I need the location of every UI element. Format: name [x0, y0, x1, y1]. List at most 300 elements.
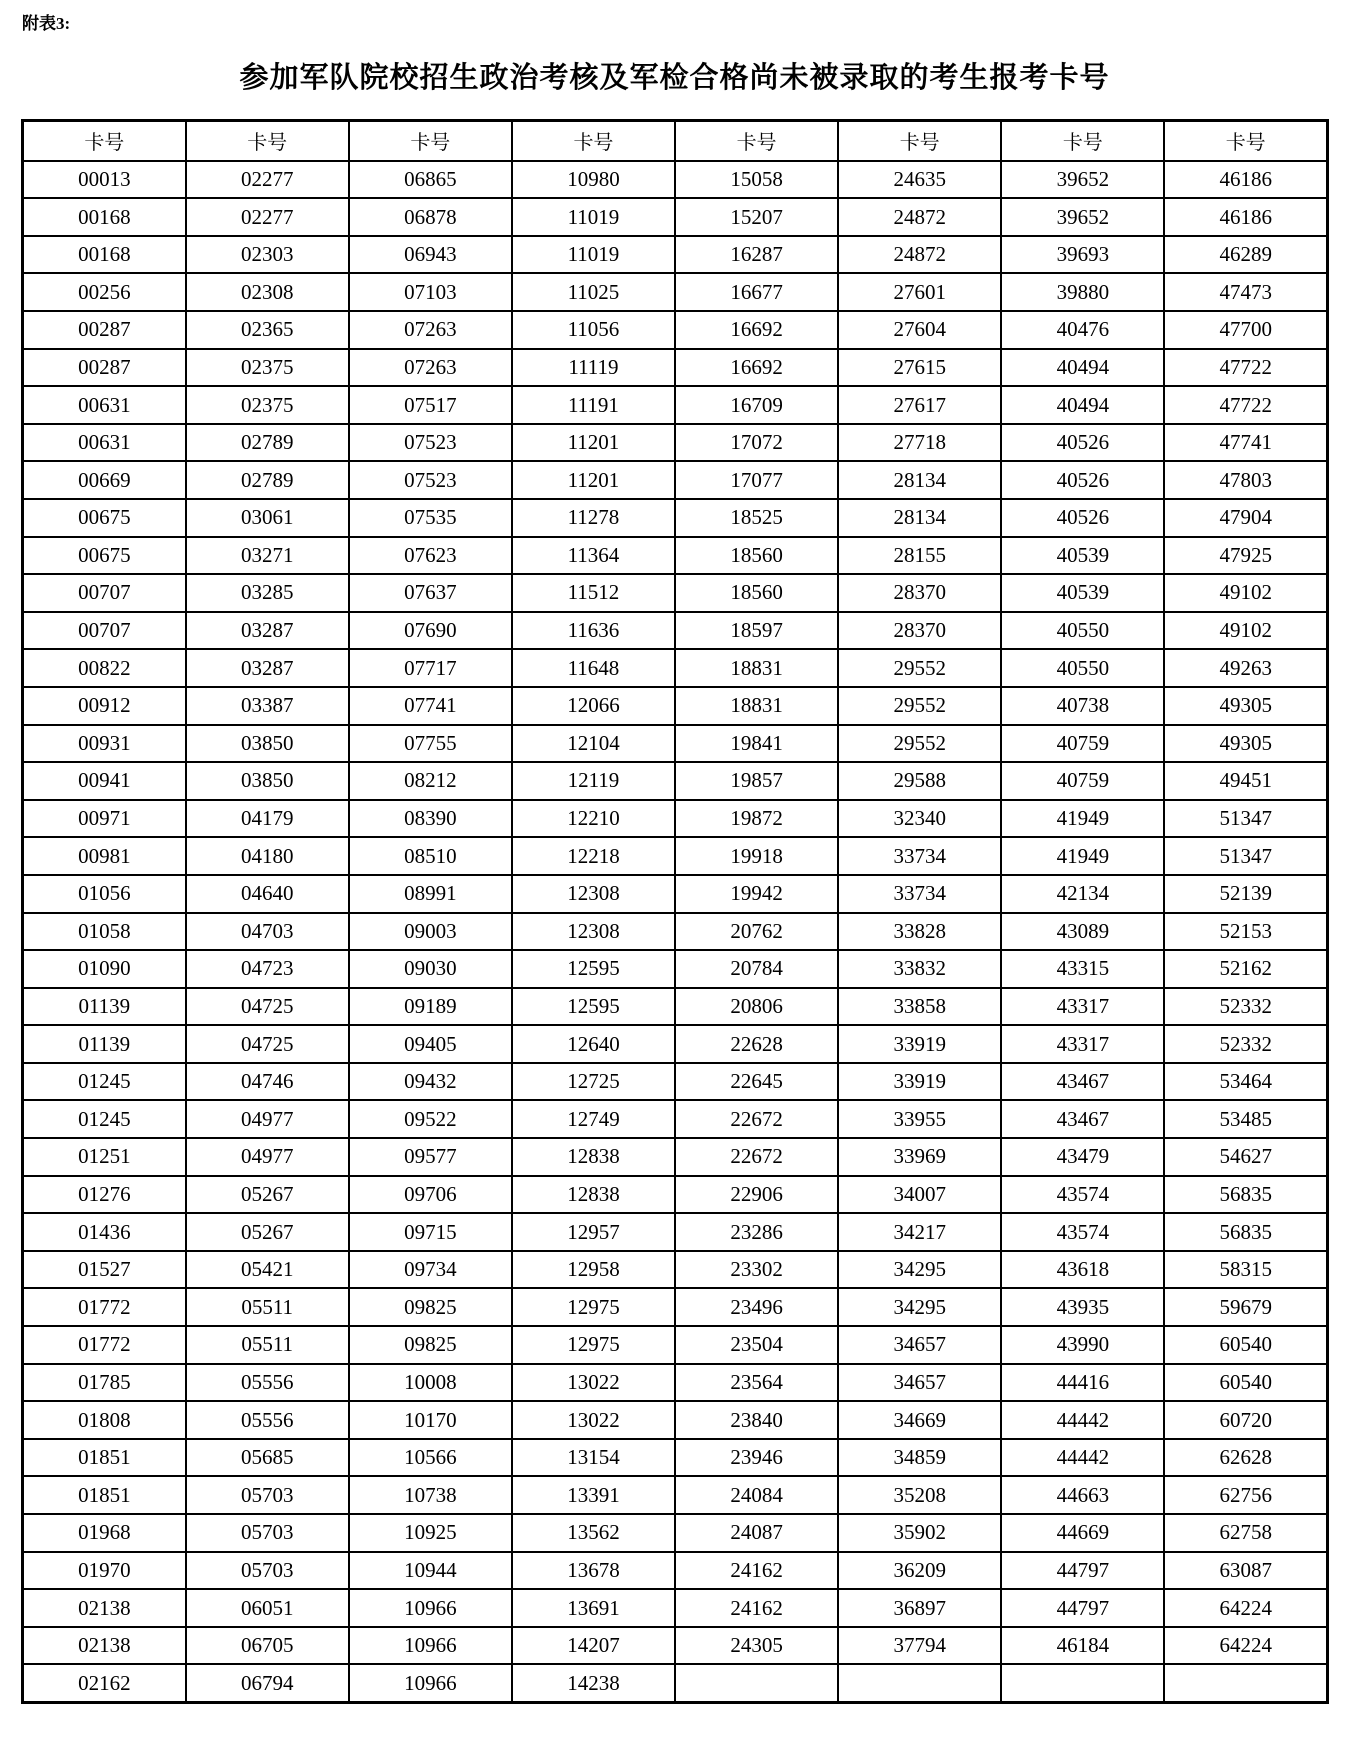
card-number-cell: 02789: [186, 424, 349, 462]
card-number-cell: 07103: [349, 273, 512, 311]
card-number-cell: 33734: [838, 875, 1001, 913]
card-number-cell: 04180: [186, 837, 349, 875]
card-number-cell: 05511: [186, 1288, 349, 1326]
card-number-cell: 33734: [838, 837, 1001, 875]
card-number-cell: 28370: [838, 612, 1001, 650]
card-number-cell: 28134: [838, 499, 1001, 537]
card-number-cell: 01056: [23, 875, 186, 913]
card-number-cell: 23496: [675, 1288, 838, 1326]
card-number-cell: 44797: [1001, 1552, 1164, 1590]
card-number-cell: 11119: [512, 349, 675, 387]
card-number-cell: 46186: [1164, 198, 1327, 236]
table-row: [23, 687, 1328, 725]
card-number-cell: 49102: [1164, 612, 1327, 650]
card-number-cell: 04746: [186, 1063, 349, 1101]
card-number-cell: 47925: [1164, 537, 1327, 575]
card-number-cell: 44442: [1001, 1401, 1164, 1439]
table-row: [23, 161, 1328, 199]
card-number-cell: 39652: [1001, 161, 1164, 199]
card-number-cell: 23946: [675, 1439, 838, 1477]
card-number-cell: 10966: [349, 1627, 512, 1665]
card-number-cell: 09003: [349, 913, 512, 951]
table-row: [23, 1514, 1328, 1552]
card-number-cell: 10925: [349, 1514, 512, 1552]
card-number-cell: 04723: [186, 950, 349, 988]
table-row: [23, 988, 1328, 1026]
table-row: [23, 424, 1328, 462]
card-number-cell: [838, 1664, 1001, 1702]
card-number-cell: 13022: [512, 1401, 675, 1439]
column-header: 卡号: [675, 120, 838, 161]
card-number-cell: 04977: [186, 1100, 349, 1138]
card-number-cell: 05703: [186, 1514, 349, 1552]
card-number-cell: 08390: [349, 800, 512, 838]
card-number-cell: 06051: [186, 1589, 349, 1627]
card-number-cell: 01970: [23, 1552, 186, 1590]
card-number-cell: 13678: [512, 1552, 675, 1590]
table-row: [23, 236, 1328, 274]
card-number-cell: [675, 1664, 838, 1702]
table-row: [23, 1138, 1328, 1176]
card-number-cell: 47473: [1164, 273, 1327, 311]
card-number-cell: 12308: [512, 875, 675, 913]
column-header: 卡号: [186, 120, 349, 161]
table-row: [23, 1288, 1328, 1326]
card-number-cell: 12838: [512, 1176, 675, 1214]
card-number-cell: 46186: [1164, 161, 1327, 199]
card-number-cell: 04725: [186, 988, 349, 1026]
card-number-cell: 44669: [1001, 1514, 1164, 1552]
card-number-cell: 43574: [1001, 1176, 1164, 1214]
table-row: [23, 950, 1328, 988]
card-number-cell: 11278: [512, 499, 675, 537]
card-number-cell: 13391: [512, 1476, 675, 1514]
card-number-cell: 44442: [1001, 1439, 1164, 1477]
card-number-cell: 08991: [349, 875, 512, 913]
card-number-cell: 34859: [838, 1439, 1001, 1477]
card-number-cell: 24872: [838, 198, 1001, 236]
card-number-cell: 22672: [675, 1100, 838, 1138]
card-number-cell: 02375: [186, 349, 349, 387]
card-number-cell: 19857: [675, 762, 838, 800]
card-number-cell: 03850: [186, 725, 349, 763]
card-number-cell: 10944: [349, 1552, 512, 1590]
card-number-cell: 28370: [838, 574, 1001, 612]
card-number-cell: 12975: [512, 1326, 675, 1364]
card-number-cell: 11201: [512, 424, 675, 462]
card-number-cell: 40526: [1001, 424, 1164, 462]
table-row: [23, 762, 1328, 800]
card-number-cell: 40550: [1001, 612, 1164, 650]
table-row: [23, 1213, 1328, 1251]
card-number-cell: 07741: [349, 687, 512, 725]
card-number-cell: 10980: [512, 161, 675, 199]
card-number-cell: 04977: [186, 1138, 349, 1176]
card-number-cell: 41949: [1001, 800, 1164, 838]
card-number-cell: 40494: [1001, 386, 1164, 424]
card-number-cell: 02303: [186, 236, 349, 274]
card-number-cell: 05703: [186, 1476, 349, 1514]
card-number-cell: 04703: [186, 913, 349, 951]
card-number-cell: 09715: [349, 1213, 512, 1251]
page-title: 参加军队院校招生政治考核及军检合格尚未被录取的考生报考卡号: [239, 62, 1110, 95]
table-row: [23, 1476, 1328, 1514]
column-header: 卡号: [23, 120, 186, 161]
card-number-cell: 01527: [23, 1251, 186, 1289]
card-number-cell: 49305: [1164, 687, 1327, 725]
card-number-cell: 63087: [1164, 1552, 1327, 1590]
card-number-cell: 18831: [675, 649, 838, 687]
card-number-cell: 11636: [512, 612, 675, 650]
card-number-cell: 35902: [838, 1514, 1001, 1552]
card-number-cell: 27617: [838, 386, 1001, 424]
card-number-cell: 40738: [1001, 687, 1164, 725]
card-number-cell: 37794: [838, 1627, 1001, 1665]
card-number-cell: 06705: [186, 1627, 349, 1665]
card-number-cell: 00675: [23, 499, 186, 537]
card-number-cell: 17077: [675, 461, 838, 499]
card-number-cell: 02277: [186, 161, 349, 199]
card-number-cell: 03061: [186, 499, 349, 537]
card-number-cell: 23302: [675, 1251, 838, 1289]
table-row: [23, 649, 1328, 687]
card-number-cell: 34295: [838, 1251, 1001, 1289]
card-number-cell: 52153: [1164, 913, 1327, 951]
card-number-cell: 43574: [1001, 1213, 1164, 1251]
table-row: [23, 1176, 1328, 1214]
card-number-cell: 01058: [23, 913, 186, 951]
card-number-cell: 03271: [186, 537, 349, 575]
card-number-cell: 33919: [838, 1025, 1001, 1063]
card-number-cell: 34295: [838, 1288, 1001, 1326]
card-number-cell: 07755: [349, 725, 512, 763]
card-number-cell: 13691: [512, 1589, 675, 1627]
card-number-cell: 00675: [23, 537, 186, 575]
card-number-cell: 06943: [349, 236, 512, 274]
card-number-cell: 16287: [675, 236, 838, 274]
card-number-cell: 00912: [23, 687, 186, 725]
card-number-cell: 02375: [186, 386, 349, 424]
card-number-cell: 58315: [1164, 1251, 1327, 1289]
card-number-cell: 46184: [1001, 1627, 1164, 1665]
card-number-cell: 02789: [186, 461, 349, 499]
card-number-cell: 14238: [512, 1664, 675, 1702]
card-number-cell: 10008: [349, 1364, 512, 1402]
card-number-cell: 15207: [675, 198, 838, 236]
card-number-cell: 42134: [1001, 875, 1164, 913]
table-row: [23, 461, 1328, 499]
table-row: [23, 574, 1328, 612]
card-number-cell: 52332: [1164, 1025, 1327, 1063]
card-number-cell: 00971: [23, 800, 186, 838]
table-row: [23, 499, 1328, 537]
table-row: [23, 1100, 1328, 1138]
card-number-cell: 01851: [23, 1476, 186, 1514]
card-number-cell: 03850: [186, 762, 349, 800]
card-number-cell: 40539: [1001, 537, 1164, 575]
card-number-cell: 52332: [1164, 988, 1327, 1026]
card-number-cell: 23504: [675, 1326, 838, 1364]
card-number-cell: 11191: [512, 386, 675, 424]
card-number-cell: 29552: [838, 687, 1001, 725]
card-number-cell: 44663: [1001, 1476, 1164, 1514]
card-number-cell: 09405: [349, 1025, 512, 1063]
card-number-cell: 18560: [675, 537, 838, 575]
card-number-cell: 33955: [838, 1100, 1001, 1138]
card-number-cell: 13154: [512, 1439, 675, 1477]
table-row: [23, 1251, 1328, 1289]
card-number-cell: 43467: [1001, 1063, 1164, 1101]
table-row: [23, 537, 1328, 575]
card-number-cell: 60540: [1164, 1364, 1327, 1402]
card-number-cell: 33828: [838, 913, 1001, 951]
table-row: [23, 725, 1328, 763]
card-number-cell: 10566: [349, 1439, 512, 1477]
card-number-cell: 47722: [1164, 349, 1327, 387]
card-number-cell: 23286: [675, 1213, 838, 1251]
card-number-cell: 02308: [186, 273, 349, 311]
appendix-label: 附表3:: [22, 14, 71, 33]
card-number-cell: 43317: [1001, 1025, 1164, 1063]
card-number-cell: 33858: [838, 988, 1001, 1026]
card-number-cell: [1164, 1664, 1327, 1702]
card-number-cell: 33919: [838, 1063, 1001, 1101]
card-number-cell: 00256: [23, 273, 186, 311]
card-number-cell: 05703: [186, 1552, 349, 1590]
card-number-cell: 12218: [512, 837, 675, 875]
card-number-cell: 40526: [1001, 461, 1164, 499]
card-number-cell: 16709: [675, 386, 838, 424]
card-number-cell: 11364: [512, 537, 675, 575]
table-row: [23, 1025, 1328, 1063]
card-number-cell: 32340: [838, 800, 1001, 838]
card-number-cell: 12838: [512, 1138, 675, 1176]
card-number-cell: 00168: [23, 198, 186, 236]
table-header: [23, 120, 1328, 161]
card-number-cell: 24305: [675, 1627, 838, 1665]
card-number-cell: 12640: [512, 1025, 675, 1063]
card-number-cell: 33832: [838, 950, 1001, 988]
card-number-cell: 35208: [838, 1476, 1001, 1514]
card-number-cell: 12725: [512, 1063, 675, 1101]
card-number-cell: 06794: [186, 1664, 349, 1702]
card-number-cell: 49102: [1164, 574, 1327, 612]
card-number-cell: 02138: [23, 1589, 186, 1627]
card-number-cell: 29552: [838, 649, 1001, 687]
card-number-cell: 00287: [23, 349, 186, 387]
card-number-cell: 09432: [349, 1063, 512, 1101]
card-number-cell: 07623: [349, 537, 512, 575]
card-number-cell: 44797: [1001, 1589, 1164, 1627]
card-number-cell: 09734: [349, 1251, 512, 1289]
card-number-cell: 51347: [1164, 800, 1327, 838]
card-number-cell: 64224: [1164, 1627, 1327, 1665]
card-number-cell: 05556: [186, 1364, 349, 1402]
card-number-cell: 41949: [1001, 837, 1164, 875]
card-number-cell: 49451: [1164, 762, 1327, 800]
card-number-cell: 10966: [349, 1664, 512, 1702]
card-number-cell: 51347: [1164, 837, 1327, 875]
card-number-cell: 19841: [675, 725, 838, 763]
card-number-cell: 19872: [675, 800, 838, 838]
card-number-cell: 27615: [838, 349, 1001, 387]
card-number-cell: 33969: [838, 1138, 1001, 1176]
card-number-cell: 18560: [675, 574, 838, 612]
card-number-cell: 00941: [23, 762, 186, 800]
card-number-cell: 01245: [23, 1063, 186, 1101]
card-number-cell: 62758: [1164, 1514, 1327, 1552]
card-number-cell: 28134: [838, 461, 1001, 499]
card-number-cell: 40550: [1001, 649, 1164, 687]
card-number-cell: 00822: [23, 649, 186, 687]
card-number-cell: 18831: [675, 687, 838, 725]
card-number-cell: 34007: [838, 1176, 1001, 1214]
card-number-cell: 09030: [349, 950, 512, 988]
card-number-cell: 01772: [23, 1326, 186, 1364]
card-number-cell: 46289: [1164, 236, 1327, 274]
card-number-cell: 24162: [675, 1552, 838, 1590]
card-number-cell: 27601: [838, 273, 1001, 311]
card-number-cell: 22628: [675, 1025, 838, 1063]
card-number-cell: 47803: [1164, 461, 1327, 499]
card-number-cell: 19942: [675, 875, 838, 913]
card-number-cell: 54627: [1164, 1138, 1327, 1176]
card-number-cell: 06878: [349, 198, 512, 236]
card-number-cell: 10170: [349, 1401, 512, 1439]
card-number-cell: 01851: [23, 1439, 186, 1477]
card-number-cell: 24084: [675, 1476, 838, 1514]
card-number-cell: 07523: [349, 424, 512, 462]
card-number-cell: 11512: [512, 574, 675, 612]
table-row: [23, 198, 1328, 236]
card-number-cell: 00707: [23, 574, 186, 612]
card-number-cell: 12066: [512, 687, 675, 725]
card-number-cell: 07637: [349, 574, 512, 612]
card-number-cell: 07717: [349, 649, 512, 687]
card-number-cell: 02162: [23, 1664, 186, 1702]
card-number-cell: 07523: [349, 461, 512, 499]
card-number-cell: 15058: [675, 161, 838, 199]
card-number-cell: 12957: [512, 1213, 675, 1251]
card-number-cell: 40526: [1001, 499, 1164, 537]
card-number-cell: 10738: [349, 1476, 512, 1514]
card-number-cell: 02277: [186, 198, 349, 236]
card-number-cell: 09189: [349, 988, 512, 1026]
card-number-cell: 29588: [838, 762, 1001, 800]
card-number-cell: 27718: [838, 424, 1001, 462]
card-number-cell: 34657: [838, 1326, 1001, 1364]
card-number-cell: 03287: [186, 649, 349, 687]
card-number-cell: 00013: [23, 161, 186, 199]
card-number-cell: 12958: [512, 1251, 675, 1289]
card-number-cell: 01808: [23, 1401, 186, 1439]
card-number-cell: 00287: [23, 311, 186, 349]
card-number-cell: 27604: [838, 311, 1001, 349]
card-number-cell: 11648: [512, 649, 675, 687]
table-row: [23, 1063, 1328, 1101]
card-number-cell: 36209: [838, 1552, 1001, 1590]
card-number-cell: 05556: [186, 1401, 349, 1439]
card-number-cell: 39693: [1001, 236, 1164, 274]
card-number-cell: 43618: [1001, 1251, 1164, 1289]
card-number-cell: 00707: [23, 612, 186, 650]
card-number-cell: 02138: [23, 1627, 186, 1665]
card-number-cell: 05267: [186, 1213, 349, 1251]
card-number-cell: 53485: [1164, 1100, 1327, 1138]
table-row: [23, 800, 1328, 838]
table-row: [23, 1664, 1328, 1702]
card-number-cell: 43935: [1001, 1288, 1164, 1326]
card-number-cell: 01276: [23, 1176, 186, 1214]
card-number-cell: 11019: [512, 198, 675, 236]
column-header: 卡号: [349, 120, 512, 161]
card-number-cell: 43089: [1001, 913, 1164, 951]
card-number-cell: 13562: [512, 1514, 675, 1552]
card-number-cell: 00631: [23, 424, 186, 462]
table-row: [23, 311, 1328, 349]
card-number-cell: 22645: [675, 1063, 838, 1101]
table-row: [23, 913, 1328, 951]
card-number-cell: 17072: [675, 424, 838, 462]
card-number-cell: 11056: [512, 311, 675, 349]
card-number-cell: 19918: [675, 837, 838, 875]
card-number-cell: 40476: [1001, 311, 1164, 349]
card-number-cell: 49263: [1164, 649, 1327, 687]
card-number-cell: 03387: [186, 687, 349, 725]
card-number-cell: 36897: [838, 1589, 1001, 1627]
card-number-cell: 64224: [1164, 1589, 1327, 1627]
card-number-cell: 11019: [512, 236, 675, 274]
card-number-cell: 52139: [1164, 875, 1327, 913]
table-body: [23, 161, 1328, 1703]
card-number-cell: 03285: [186, 574, 349, 612]
card-number-cell: 16692: [675, 349, 838, 387]
card-number-cell: 29552: [838, 725, 1001, 763]
card-number-cell: 24872: [838, 236, 1001, 274]
table-row: [23, 837, 1328, 875]
card-number-cell: 05267: [186, 1176, 349, 1214]
card-number-cell: 06865: [349, 161, 512, 199]
card-number-cell: 43315: [1001, 950, 1164, 988]
table-row: [23, 875, 1328, 913]
card-number-cell: 01251: [23, 1138, 186, 1176]
card-number-cell: 01090: [23, 950, 186, 988]
card-number-cell: 40539: [1001, 574, 1164, 612]
card-number-cell: 12308: [512, 913, 675, 951]
card-number-cell: 18525: [675, 499, 838, 537]
card-number-cell: 34217: [838, 1213, 1001, 1251]
card-number-cell: 12119: [512, 762, 675, 800]
card-number-cell: 39652: [1001, 198, 1164, 236]
card-number-cell: 08510: [349, 837, 512, 875]
card-number-cell: 00981: [23, 837, 186, 875]
card-number-cell: 12595: [512, 988, 675, 1026]
table-row: [23, 1439, 1328, 1477]
card-number-cell: 07535: [349, 499, 512, 537]
card-number-cell: 01772: [23, 1288, 186, 1326]
card-number-cell: 43479: [1001, 1138, 1164, 1176]
card-number-cell: 13022: [512, 1364, 675, 1402]
card-number-cell: 04179: [186, 800, 349, 838]
card-number-cell: 03287: [186, 612, 349, 650]
card-number-cell: 44416: [1001, 1364, 1164, 1402]
card-number-cell: 08212: [349, 762, 512, 800]
card-number-cell: 60720: [1164, 1401, 1327, 1439]
card-number-cell: 40494: [1001, 349, 1164, 387]
card-number-cell: 43990: [1001, 1326, 1164, 1364]
card-number-cell: 00931: [23, 725, 186, 763]
card-number-cell: 09825: [349, 1326, 512, 1364]
